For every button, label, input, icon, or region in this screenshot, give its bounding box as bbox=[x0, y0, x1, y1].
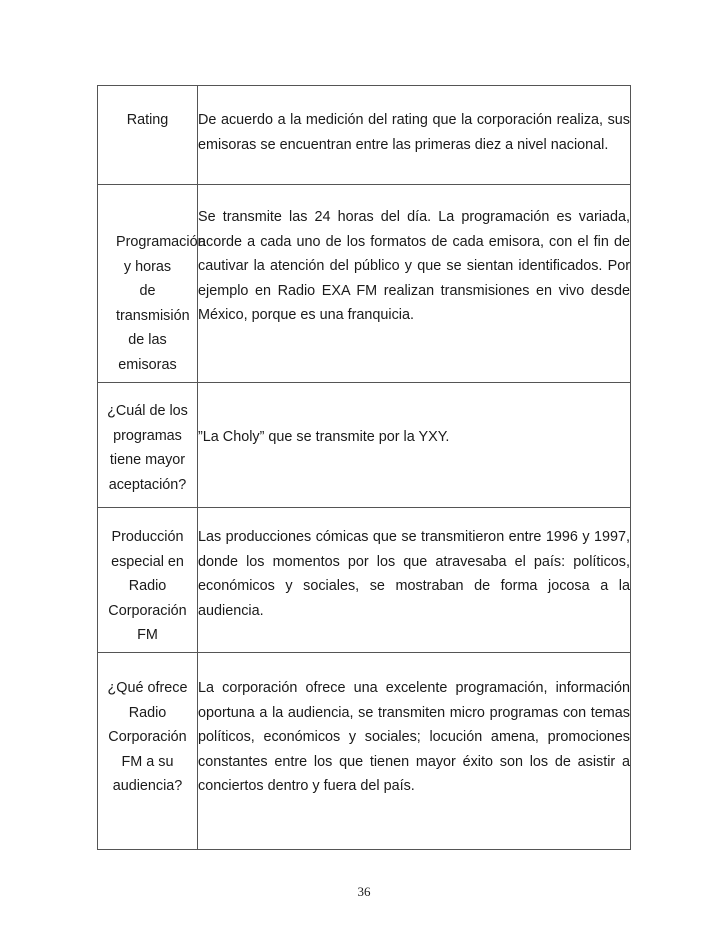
row-text-content: Se transmite las 24 horas del día. La programación es variada, acorde a cada uno de los formatos de cada emisora, con el fin de cautivar la atención del público y que se sientan identificados. Por ejemplo en Radio EXA FM realizan transmisiones en vivo desde México, porque es una franquicia. bbox=[198, 209, 630, 323]
row-text-content: Las producciones cómicas que se transmitieron entre 1996 y 1997, donde los momentos por los que atravesaba el país: políticos, económicos y sociales, se mostraban de forma jocosa a la audiencia. bbox=[198, 529, 630, 619]
page-number: 36 bbox=[357, 884, 371, 899]
row-label bbox=[98, 86, 198, 185]
row-label bbox=[98, 383, 198, 508]
row-label-text: ¿Qué ofrece Radio Corporación FM a su audiencia? bbox=[107, 680, 188, 794]
row-label-text: Producción especial en Radio Corporación FM bbox=[108, 529, 187, 643]
table-row bbox=[98, 508, 631, 653]
row-label-text: Programación y horas de transmisión de las emisoras bbox=[116, 234, 206, 373]
row-text-content: ”La Choly” que se transmite por la YXY. bbox=[198, 429, 450, 445]
table-row bbox=[98, 653, 631, 850]
table-row bbox=[98, 185, 631, 383]
table-row bbox=[98, 383, 631, 508]
row-text bbox=[198, 86, 631, 185]
row-text bbox=[198, 653, 631, 850]
row-text-content: De acuerdo a la medición del rating que la corporación realiza, sus emisoras se encuentran entre las primeras diez a nivel nacional. bbox=[198, 112, 630, 153]
row-text bbox=[198, 185, 631, 383]
row-label-text: ¿Cuál de los programas tiene mayor aceptación? bbox=[107, 403, 188, 493]
row-label bbox=[98, 653, 198, 850]
table-row bbox=[98, 86, 631, 185]
row-text bbox=[198, 508, 631, 653]
row-label bbox=[98, 508, 198, 653]
row-text-content: La corporación ofrece una excelente programación, información oportuna a la audiencia, se transmiten micro programas con temas políticos, económicos y sociales; locución amena, promociones constantes entre los que tienen mayor éxito son los de asistir a conciertos dentro y fuera del país. bbox=[198, 680, 630, 794]
row-text bbox=[198, 383, 631, 508]
row-label bbox=[98, 185, 206, 383]
row-label-text: Rating bbox=[126, 112, 169, 128]
info-table bbox=[97, 85, 631, 850]
